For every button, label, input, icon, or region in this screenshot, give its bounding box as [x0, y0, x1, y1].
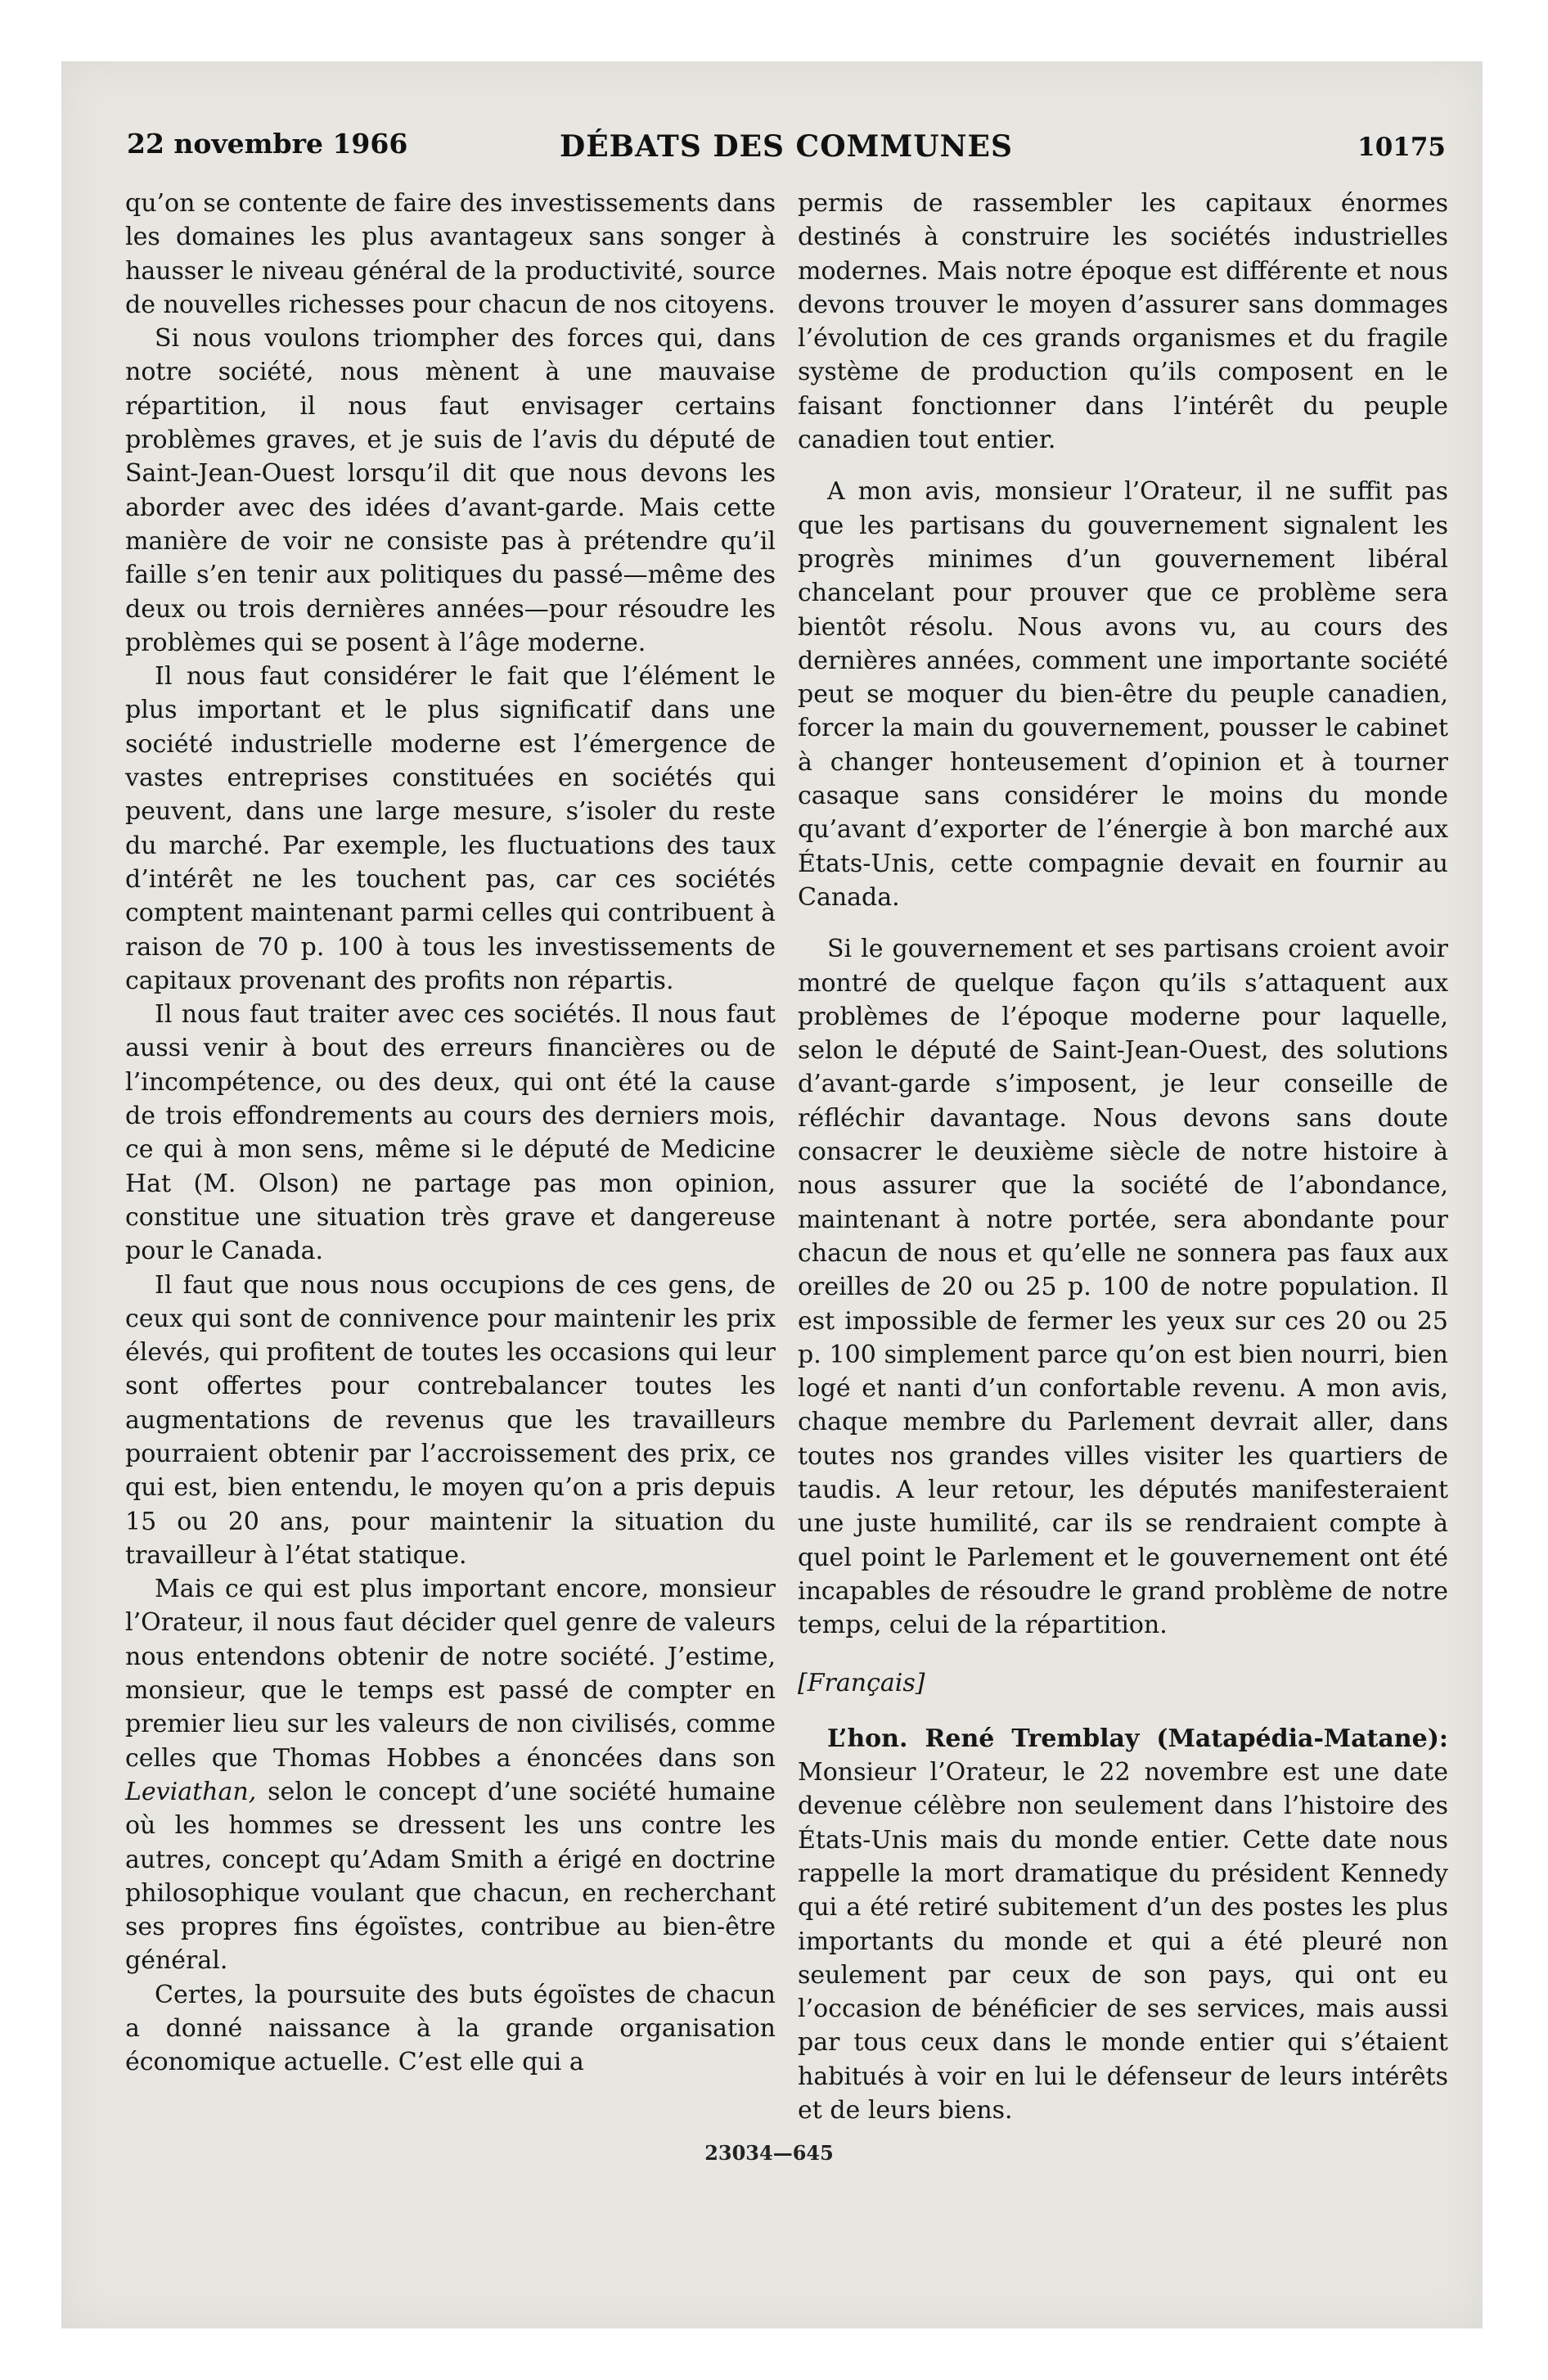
text-run: Monsieur l’Orateur, le 22 novembre est une date devenue célèbre non seulement dans l’histoire des États-Unis mais du monde entier. Cette date nous rappelle la mort dramatique du président Kennedy qui a été retiré subitement d’un des postes les plus importants du monde et qui a été pleuré non seulement par ceux de son pays, qui ont eu l’occasion de bénéficier de ses services, mais aussi par tous ceux dans le monde entier qui s’étaient habitués à voir en lui le défenseur de leurs intérêts et de leurs biens. — [798, 1758, 1448, 2125]
text-run: selon le concept d’une société humaine où les hommes se dressent les uns contre les autres, concept qu’Adam Smith a érigé en doctrine philosophique voulant que chacun, en recherchant ses propres fins égoïstes, contribue au bien-être général. — [125, 1777, 776, 1976]
paragraph — [798, 1722, 1448, 2128]
page-header — [127, 124, 1446, 165]
right-column — [798, 187, 1448, 2127]
paragraph: Si le gouvernement et ses partisans croient avoir montré de quelque façon qu’ils s’attaquent aux problèmes de l’époque moderne pour laquelle, selon le député de Saint-Jean-Ouest, des solutions d’avant-garde s’imposent, je leur conseille de réfléchir davantage. Nous devons sans doute consacrer le deuxième siècle de notre histoire à nous assurer que la société de l’abondance, maintenant à notre portée, sera abondante pour chacun de nous et qu’elle ne sonnera pas faux aux oreilles de 20 ou 25 p. 100 de notre population. Il est impossible de fermer les yeux sur ces 20 ou 25 p. 100 simplement parce qu’on est bien nourri, bien logé et nanti d’un confortable revenu. A mon avis, chaque membre du Parlement devrait aller, dans toutes nos grandes villes visiter les quartiers de taudis. A leur retour, les députés manifesteraient une juste humilité, car ils se rendraient compte à quel point le Parlement et le gouvernement ont été incapables de résoudre le grand problème de notre temps, celui de la répartition. — [798, 935, 1448, 1640]
paragraph: A mon avis, monsieur l’Orateur, il ne suffit pas que les partisans du gouvernement signalent les progrès minimes d’un gouvernement libéral chancelant pour prouver que ce problème sera bientôt résolu. Nous avons vu, au cours des dernières années, comment une importante société peut se moquer du bien-être du peuple canadien, forcer la main du gouvernement, pousser le cabinet à changer honteusement d’opinion et à tourner casaque sans considérer le moins du monde qu’avant d’exporter de l’énergie à bon marché aux États-Unis, cette compagnie devait en fournir au Canada. — [798, 477, 1448, 912]
paragraph: Il nous faut considérer le fait que l’élément le plus important et le plus significatif dans une société industrielle moderne est l’émergence de vastes entreprises constituées en sociétés qui peuvent, dans une large mesure, s’isoler du reste du marché. Par exemple, les fluctuations des taux d’intérêt ne les touchent pas, car ces sociétés comptent maintenant parmi celles qui contribuent à raison de 70 p. 100 à tous les investissements de capitaux provenant des profits non répartis. — [125, 662, 776, 995]
paragraph: Il faut que nous nous occupions de ces gens, de ceux qui sont de connivence pour maintenir les prix élevés, qui profitent de toutes les occasions qui leur sont offertes pour contrebalancer toutes les augmentations de revenus que les travailleurs pourraient obtenir par l’accroissement des prix, ce qui est, bien entendu, le moyen qu’on a pris depuis 15 ou 20 ans, pour maintenir la situation du travailleur à l’état statique. — [125, 1270, 776, 1570]
book-title: Leviathan, — [125, 1777, 257, 1806]
paragraph: permis de rassembler les capitaux énormes destinés à construire les sociétés industrielles modernes. Mais notre époque est différente et nous devons trouver le moyen d’assurer sans dommages l’évolution de ces grands organismes et du fragile système de production qu’ils composent en le faisant fonctionner dans l’intérêt du peuple canadien tout entier. — [798, 189, 1448, 455]
paragraph: Certes, la poursuite des buts égoïstes de chacun a donné naissance à la grande organisation économique actuelle. C’est elle qui a — [125, 1980, 776, 2077]
page-footer-code: 23034—645 — [704, 2141, 834, 2165]
left-column — [125, 187, 776, 2080]
paragraph — [125, 1572, 776, 1978]
speaker-name: L’hon. René Tremblay (Matapédia-Matane): — [827, 1724, 1448, 1753]
paragraph: qu’on se contente de faire des investissements dans les domaines les plus avantageux sans songer à hausser le niveau général de la productivité, source de nouvelles richesses pour chacun de nos citoyens. — [125, 189, 776, 319]
header-date: 22 novembre 1966 — [127, 128, 408, 160]
text-run: Mais ce qui est plus important encore, monsieur l’Orateur, il nous faut décider quel genre de valeurs nous entendons obtenir de notre société. J’estime, monsieur, que le temps est passé de compter en premier lieu sur les valeurs de non civilisés, comme celles que Thomas Hobbes a énoncées dans son — [125, 1575, 776, 1773]
paragraph: Il nous faut traiter avec ces sociétés. Il nous faut aussi venir à bout des erreurs financières ou de l’incompétence, ou des deux, qui ont été la cause de trois effondrements au cours des derniers mois, ce qui à mon sens, même si le député de Medicine Hat (M. Olson) ne partage pas mon opinion, constitue une situation très grave et dangereuse pour le Canada. — [125, 1000, 776, 1266]
paragraph: Si nous voulons triompher des forces qui, dans notre société, nous mènent à une mauvaise répartition, il nous faut envisager certains problèmes graves, et je suis de l’avis du député de Saint-Jean-Ouest lorsqu’il dit que nous devons les aborder avec des idées d’avant-garde. Mais cette manière de voir ne consiste pas à prétendre qu’il faille s’en tenir aux politiques du passé—même des deux ou trois dernières années—pour résoudre les problèmes qui se posent à l’âge moderne. — [125, 324, 776, 657]
page-number: 10175 — [1357, 133, 1446, 162]
language-marker: [Français] — [798, 1669, 925, 1698]
header-title: DÉBATS DES COMMUNES — [559, 129, 1013, 164]
